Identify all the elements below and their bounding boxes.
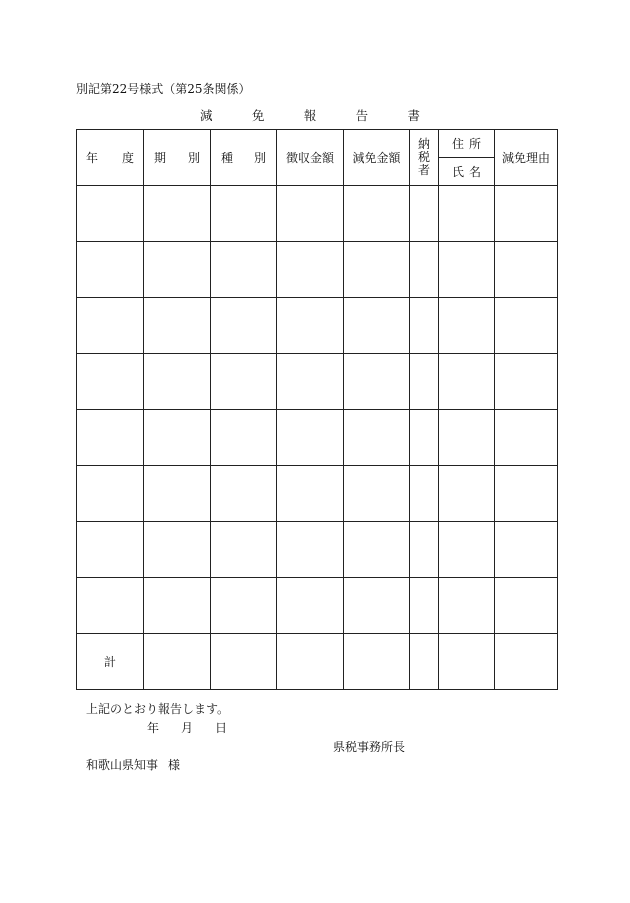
total-cell xyxy=(344,634,410,690)
header-category-char: 別 xyxy=(253,151,266,165)
table-cell xyxy=(410,466,439,522)
addressee-name: 和歌山県知事 xyxy=(86,758,159,772)
header-name-char: 氏 xyxy=(452,165,465,179)
table-cell xyxy=(277,410,344,466)
header-collected-amount: 徴収金額 xyxy=(277,130,344,186)
table-cell xyxy=(77,354,144,410)
total-cell xyxy=(211,634,277,690)
table-cell xyxy=(439,578,495,634)
table-cell xyxy=(439,242,495,298)
date-line xyxy=(147,719,227,736)
table-cell xyxy=(211,578,277,634)
header-period xyxy=(144,130,211,186)
office-signature: 県税事務所長 xyxy=(333,740,406,754)
table-cell xyxy=(439,410,495,466)
title-char: 免 xyxy=(251,108,265,123)
date-month-label: 月 xyxy=(180,721,193,735)
total-cell xyxy=(410,634,439,690)
table-cell xyxy=(77,186,144,242)
header-address-char: 住 xyxy=(452,137,465,151)
table-cell xyxy=(277,298,344,354)
header-period-char: 期 xyxy=(154,151,167,165)
table-cell xyxy=(439,466,495,522)
table-cell xyxy=(410,242,439,298)
table-cell xyxy=(277,242,344,298)
table-row xyxy=(77,578,558,634)
table-cell xyxy=(495,298,558,354)
total-row xyxy=(77,634,558,690)
total-label: 計 xyxy=(77,634,144,690)
header-address xyxy=(439,130,495,158)
header-name xyxy=(439,158,495,186)
table-cell xyxy=(277,186,344,242)
table-cell xyxy=(144,298,211,354)
table-cell xyxy=(211,298,277,354)
header-year-char: 度 xyxy=(121,151,134,165)
date-day-label: 日 xyxy=(214,721,227,735)
title-char: 報 xyxy=(303,108,317,123)
table-cell xyxy=(439,522,495,578)
table-cell xyxy=(495,186,558,242)
table-cell xyxy=(439,298,495,354)
table-cell xyxy=(344,298,410,354)
table-cell xyxy=(211,186,277,242)
header-category-char: 種 xyxy=(221,151,234,165)
table-cell xyxy=(344,578,410,634)
table-cell xyxy=(344,242,410,298)
addressee xyxy=(86,756,180,773)
total-cell xyxy=(277,634,344,690)
table-cell xyxy=(439,354,495,410)
table-cell xyxy=(344,466,410,522)
table-cell xyxy=(410,522,439,578)
title-char: 書 xyxy=(407,108,420,123)
table-cell xyxy=(344,354,410,410)
table-cell xyxy=(410,298,439,354)
table-body xyxy=(77,186,558,690)
header-reason: 減免理由 xyxy=(495,130,558,186)
table-cell xyxy=(344,522,410,578)
title-char: 減 xyxy=(200,108,213,123)
header-taxpayer xyxy=(410,130,439,186)
reduction-report-table xyxy=(76,129,558,690)
header-address-char: 所 xyxy=(468,137,481,151)
table-cell xyxy=(495,522,558,578)
total-cell xyxy=(439,634,495,690)
table-cell xyxy=(495,466,558,522)
table-cell xyxy=(410,578,439,634)
table-cell xyxy=(211,522,277,578)
table-cell xyxy=(144,466,211,522)
document-title xyxy=(200,106,420,124)
table-header xyxy=(77,130,558,186)
table-cell xyxy=(77,578,144,634)
header-category xyxy=(211,130,277,186)
table-cell xyxy=(77,466,144,522)
header-reduction-amount: 減免金額 xyxy=(344,130,410,186)
table-cell xyxy=(144,242,211,298)
title-char: 告 xyxy=(355,108,369,123)
addressee-honorific: 様 xyxy=(168,758,181,772)
date-year-label: 年 xyxy=(147,721,160,735)
table-cell xyxy=(77,298,144,354)
header-name-char: 名 xyxy=(468,165,481,179)
table-row xyxy=(77,522,558,578)
table-row xyxy=(77,466,558,522)
table-cell xyxy=(344,186,410,242)
table-cell xyxy=(211,466,277,522)
table-cell xyxy=(211,410,277,466)
table-row xyxy=(77,186,558,242)
table-cell xyxy=(144,410,211,466)
header-year xyxy=(77,130,144,186)
form-number: 別記第22号様式（第25条関係） xyxy=(76,82,251,96)
table-cell xyxy=(77,522,144,578)
table-cell xyxy=(144,354,211,410)
total-cell xyxy=(495,634,558,690)
table-cell xyxy=(277,522,344,578)
table-cell xyxy=(77,242,144,298)
table-row xyxy=(77,410,558,466)
table-cell xyxy=(277,466,344,522)
header-year-char: 年 xyxy=(86,151,99,165)
header-period-char: 別 xyxy=(187,151,200,165)
table-cell xyxy=(144,578,211,634)
table-cell xyxy=(277,578,344,634)
table-cell xyxy=(410,186,439,242)
table-cell xyxy=(495,354,558,410)
table-cell xyxy=(495,242,558,298)
table-row xyxy=(77,354,558,410)
table-cell xyxy=(410,410,439,466)
table-cell xyxy=(495,410,558,466)
table-cell xyxy=(439,186,495,242)
table-cell xyxy=(277,354,344,410)
table-cell xyxy=(410,354,439,410)
table-cell xyxy=(344,410,410,466)
header-taxpayer-label: 納税者 xyxy=(417,137,430,177)
total-cell xyxy=(144,634,211,690)
table-cell xyxy=(211,242,277,298)
closing-statement: 上記のとおり報告します。 xyxy=(86,702,230,716)
table-row xyxy=(77,242,558,298)
table-cell xyxy=(495,578,558,634)
table-row xyxy=(77,298,558,354)
table-cell xyxy=(144,186,211,242)
table-cell xyxy=(211,354,277,410)
table-cell xyxy=(77,410,144,466)
table-cell xyxy=(144,522,211,578)
